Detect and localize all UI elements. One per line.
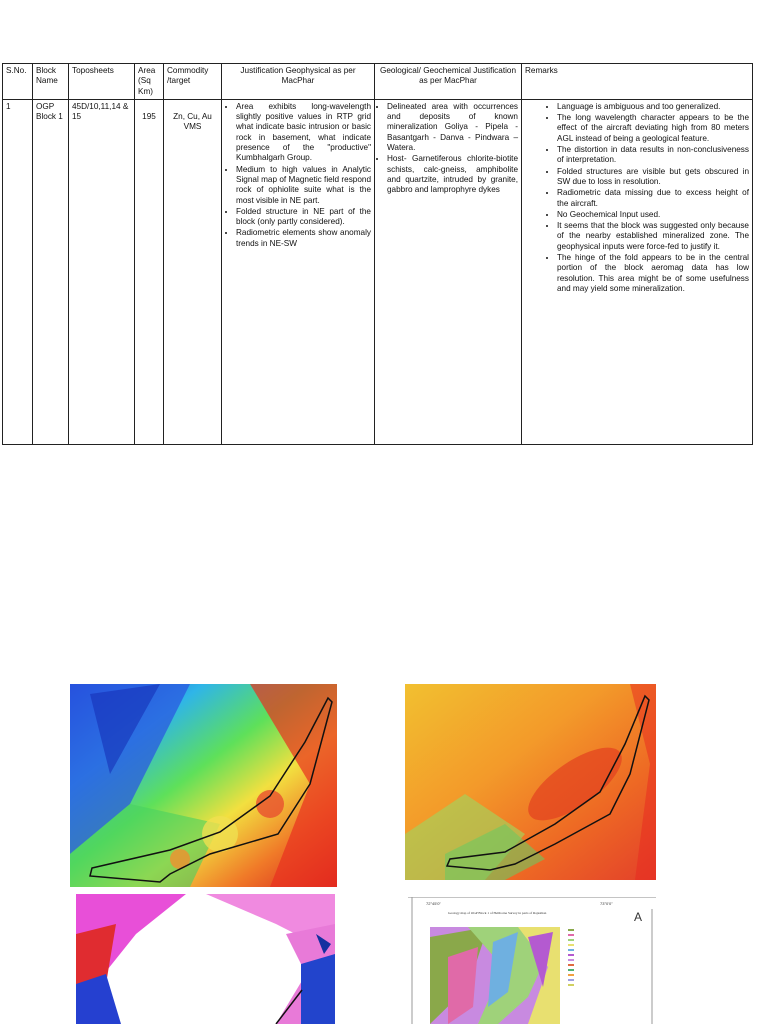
- geological-map: [408, 897, 656, 1024]
- header-sno: S.No.: [3, 64, 33, 100]
- north-arrow: A: [634, 910, 643, 924]
- cell-geophysical-justification: [222, 99, 375, 444]
- header-geological-justification: Geological/ Geochemical Justification as per MacPhar: [375, 64, 522, 100]
- table-header-row: [3, 64, 753, 100]
- header-block-name: Block Name: [33, 64, 69, 100]
- remark-point: • Radiometric data missing due to excess height of the aircraft.: [557, 188, 749, 209]
- svg-text:73°0'0": 73°0'0": [600, 901, 613, 906]
- rtp-magnetic-map: [405, 684, 656, 880]
- header-commodity: Commodity /target: [164, 64, 222, 100]
- geological-point: • Host- Garnetiferous chlorite-biotite schists, calc-gneiss, amphibolite and quartzite, intruded by granite, gabbro and lamprophyre dykes: [387, 154, 518, 195]
- remark-point: • The long wavelength character appears to be the effect of the aircraft deviating high from 80 meters AGL instead of being a geological feature.: [557, 113, 749, 144]
- cell-block-name: OGP Block 1: [33, 99, 69, 444]
- geophysical-point: • Area exhibits long-wavelength slightly positive values in RTP grid what indicate basic intrusion or basic rock in basement, what indicate presence of the "productive" Kumbhalgarh Group.: [236, 102, 371, 164]
- header-geophysical-justification: Justification Geophysical as per MacPhar: [222, 64, 375, 100]
- cell-area: 195: [135, 99, 164, 444]
- analytic-signal-map: [70, 684, 337, 887]
- geophysical-point: • Folded structure in NE part of the block (only partly considered).: [236, 207, 371, 228]
- remark-point: • It seems that the block was suggested only because of the nearby established mineralized zone. The geophysical inputs were force-fed to justify it.: [557, 221, 749, 252]
- remark-point: • No Geochemical Input used.: [557, 210, 749, 220]
- remark-point: • The distortion in data results in non-conclusiveness of interpretation.: [557, 145, 749, 166]
- geophysical-point: • Radiometric elements show anomaly trends in NE-SW: [236, 228, 371, 249]
- cell-geological-justification: [375, 99, 522, 444]
- remark-point: • The hinge of the fold appears to be in the central portion of the block aeromag data has low resolution. This area might be of some usefulness and may yield some mineralization.: [557, 253, 749, 294]
- table-row: [3, 99, 753, 444]
- remark-point: • Folded structures are visible but gets obscured in SW due to loss in resolution.: [557, 167, 749, 188]
- cell-sno: 1: [3, 99, 33, 444]
- header-remarks: Remarks: [522, 64, 753, 100]
- cell-toposheets: 45D/10,11,14 & 15: [69, 99, 135, 444]
- geophysical-point: • Medium to high values in Analytic Signal map of Magnetic field respond rock of ophiolite suite what is the most visible in NE part.: [236, 165, 371, 206]
- geological-map-title: Geology map of OGP Block 1 of Heliborne Survey in parts of Rajasthan: [448, 911, 547, 915]
- header-area: Area (Sq Km): [135, 64, 164, 100]
- header-toposheets: Toposheets: [69, 64, 135, 100]
- geological-point: • Delineated area with occurrences and deposits of known mineralization Goliya - Pipela - Basantgarh - Danva - Pindwara – Watera.: [387, 102, 518, 153]
- radiometric-map: [76, 894, 335, 1024]
- svg-text:72°45'0": 72°45'0": [426, 901, 441, 906]
- cell-commodity: Zn, Cu, Au VMS: [164, 99, 222, 444]
- remark-point: • Language is ambiguous and too generalized.: [557, 102, 749, 112]
- cell-remarks: [522, 99, 753, 444]
- block-justification-table: [2, 63, 753, 445]
